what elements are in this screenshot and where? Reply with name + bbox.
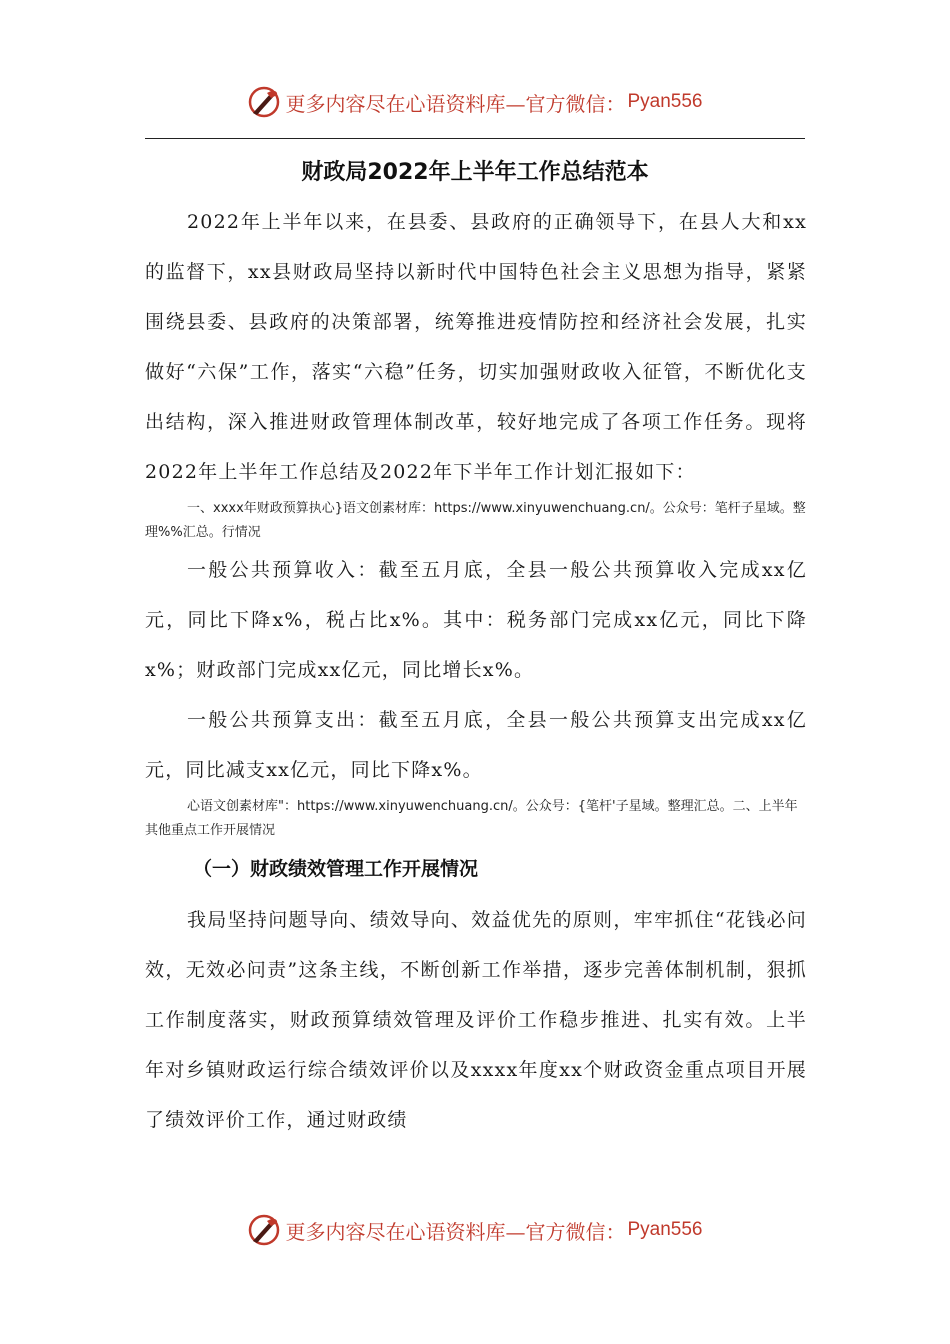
banner-wechat-id: Pyan556	[627, 91, 703, 112]
performance-paragraph: 我局坚持问题导向、绩效导向、效益优先的原则，牢牢抓住“花钱必问效，无效必问责”这条主线，不断创新工作举措，逐步完善体制机制，狠抓工作制度落实，财政预算绩效管理及评价工作稳步推进、扎实有效。上半年对乡镇财政运行综合绩效评价以及xxxx年度xx个财政资金重点项目开展了绩效评价工作，通过财政绩	[145, 909, 807, 1131]
quill-logo-icon	[247, 85, 281, 119]
document-body	[145, 197, 807, 1145]
expenditure-paragraph: 一般公共预算支出：截至五月底，全县一般公共预算支出完成xx亿元，同比减支xx亿元，同比下降x%。	[145, 709, 807, 781]
banner-text: 更多内容尽在心语资料库—官方微信：	[285, 91, 626, 116]
section-heading: （一）财政绩效管理工作开展情况	[193, 858, 479, 880]
revenue-paragraph: 一般公共预算收入：截至五月底，全县一般公共预算收入完成xx亿元，同比下降x%，税占比x%。其中：税务部门完成xx亿元，同比下降x%；财政部门完成xx亿元，同比增长x%。	[145, 559, 807, 681]
document-title: 财政局2022年上半年工作总结范本	[301, 160, 649, 185]
header-divider	[145, 138, 805, 139]
quill-logo-icon	[247, 1213, 281, 1247]
inline-note-2: 心语文创素材库"：https://www.xinyuwenchuang.cn/。公众号：{笔杆'子星域。整理汇总。二、上半年其他重点工作开展情况	[145, 799, 798, 838]
intro-paragraph: 2022年上半年以来，在县委、县政府的正确领导下，在县人大和xx的监督下，xx县财政局坚持以新时代中国特色社会主义思想为指导，紧紧围绕县委、县政府的决策部署，统筹推进疫情防控和经济社会发展，扎实做好“六保”工作，落实“六稳”任务，切实加强财政收入征管，不断优化支出结构，深入推进财政管理体制改革，较好地完成了各项工作任务。现将2022年上半年工作总结及2022年下半年工作计划汇报如下：	[145, 211, 807, 483]
banner-wechat-id: Pyan556	[627, 1219, 703, 1240]
footer-banner	[0, 1210, 950, 1250]
header-banner	[0, 82, 950, 122]
inline-note-1: 一、xxxx年财政预算执心}语文创素材库：https://www.xinyuwenchuang.cn/。公众号：笔杆子星域。整理%%汇总。行情况	[145, 501, 806, 540]
banner-text: 更多内容尽在心语资料库—官方微信：	[285, 1219, 626, 1244]
